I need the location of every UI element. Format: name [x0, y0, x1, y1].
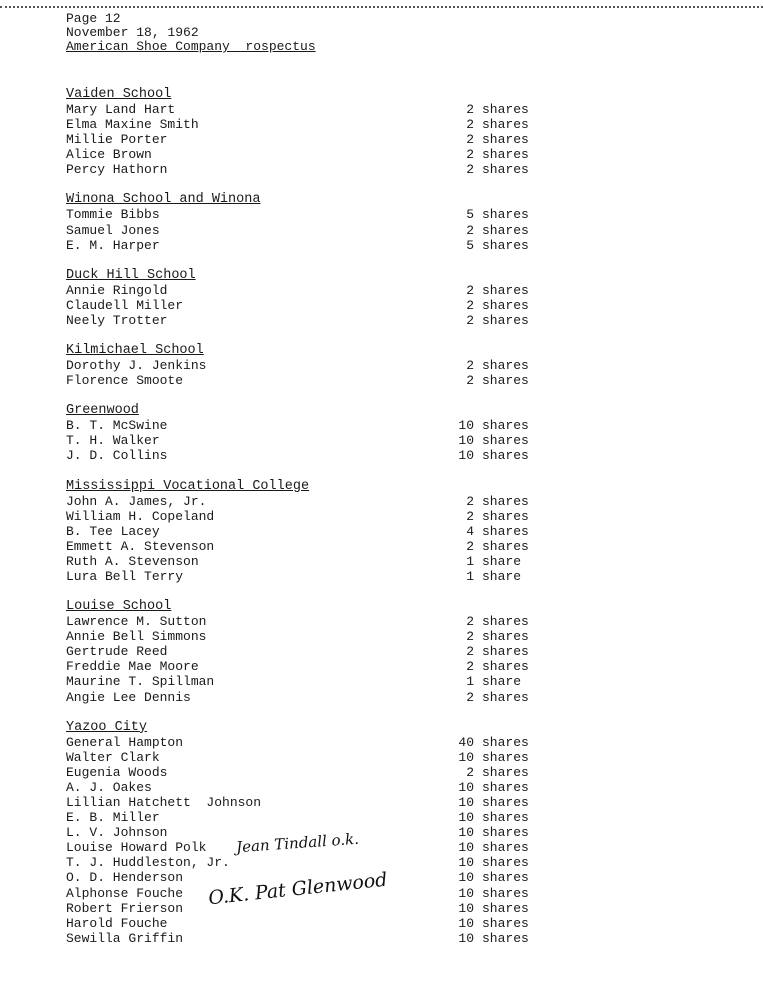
school-section — [66, 600, 536, 705]
share-count — [456, 223, 536, 238]
shareholder-name: Florence Smoote — [66, 373, 184, 389]
share-unit: shares — [482, 840, 529, 856]
share-number: 10 — [458, 930, 474, 946]
share-number: 2 — [466, 614, 474, 630]
shareholder-name: Maurine T. Spillman — [66, 674, 215, 690]
share-count — [456, 810, 536, 825]
share-number: 4 — [466, 523, 474, 539]
share-unit: shares — [482, 147, 529, 163]
shareholder-row — [66, 901, 536, 916]
share-count — [456, 870, 536, 885]
shareholder-name: General Hampton — [66, 734, 184, 750]
share-number: 2 — [466, 358, 474, 374]
handwritten-note: Jean Tindall o.k. — [235, 829, 360, 857]
top-perforated-border — [0, 0, 763, 8]
shareholder-name: T. J. Huddleston, Jr. — [66, 855, 230, 871]
shareholder-row — [66, 644, 536, 659]
shareholder-name: Gertrude Reed — [66, 644, 168, 660]
share-unit: shares — [482, 237, 529, 253]
share-unit: shares — [482, 779, 529, 795]
shareholder-name: Alice Brown — [66, 147, 152, 163]
shareholder-row — [66, 162, 536, 177]
section-heading: Louise School — [66, 599, 172, 615]
shareholder-row — [66, 750, 536, 765]
shareholder-name: Dorothy J. Jenkins — [66, 358, 207, 374]
shareholder-name: Alphonse Fouche — [66, 885, 184, 901]
share-unit: shares — [482, 689, 529, 705]
share-number: 1 — [466, 674, 474, 690]
section-heading: Winona School and Winona — [66, 192, 261, 208]
shareholder-row — [66, 494, 536, 509]
share-unit: shares — [482, 870, 529, 886]
share-unit: shares — [482, 855, 529, 871]
shareholder-row — [66, 358, 536, 373]
share-number: 10 — [458, 915, 474, 931]
shareholder-row — [66, 238, 536, 253]
share-number: 2 — [466, 373, 474, 389]
section-heading: Vaiden School — [66, 87, 172, 102]
share-number: 5 — [466, 237, 474, 253]
share-number: 2 — [466, 162, 474, 178]
share-count — [456, 509, 536, 524]
shareholder-row — [66, 931, 536, 946]
share-unit: shares — [482, 734, 529, 750]
share-unit: share — [482, 553, 522, 569]
share-unit: shares — [482, 915, 529, 931]
share-count — [456, 313, 536, 328]
shareholder-row — [66, 810, 536, 825]
shareholder-name: Louise Howard Polk — [66, 840, 207, 856]
shareholder-row — [66, 569, 536, 584]
share-number: 10 — [458, 779, 474, 795]
shareholder-row — [66, 509, 536, 524]
shareholder-row — [66, 373, 536, 388]
shareholder-name: J. D. Collins — [66, 448, 168, 464]
share-number: 2 — [466, 117, 474, 133]
share-unit: shares — [482, 433, 529, 449]
share-number: 2 — [466, 493, 474, 509]
shareholder-name: O. D. Henderson — [66, 870, 184, 886]
shareholder-list — [66, 88, 536, 962]
share-number: 2 — [466, 644, 474, 660]
share-unit: shares — [482, 614, 529, 630]
share-count — [456, 102, 536, 117]
share-count — [456, 298, 536, 313]
share-count — [456, 750, 536, 765]
shareholder-row — [66, 735, 536, 750]
share-unit: shares — [482, 764, 529, 780]
share-number: 2 — [466, 282, 474, 298]
share-count — [456, 524, 536, 539]
shareholder-name: Mary Land Hart — [66, 102, 176, 117]
shareholder-name: John A. James, Jr. — [66, 493, 207, 509]
share-count — [456, 735, 536, 750]
share-number: 10 — [458, 433, 474, 449]
share-unit: shares — [482, 117, 529, 133]
share-unit: shares — [482, 930, 529, 946]
shareholder-row — [66, 674, 536, 689]
share-number: 2 — [466, 147, 474, 163]
share-number: 2 — [466, 102, 474, 117]
section-heading: Kilmichael School — [66, 343, 204, 359]
share-number: 10 — [458, 870, 474, 886]
share-unit: shares — [482, 207, 529, 223]
share-count — [456, 162, 536, 177]
share-count — [456, 132, 536, 147]
shareholder-row — [66, 223, 536, 238]
share-count — [456, 494, 536, 509]
section-heading: Greenwood — [66, 403, 139, 419]
shareholder-name: Eugenia Woods — [66, 764, 168, 780]
share-unit: shares — [482, 297, 529, 313]
share-count — [456, 283, 536, 298]
share-count — [456, 901, 536, 916]
share-unit: shares — [482, 885, 529, 901]
share-count — [456, 780, 536, 795]
share-unit: shares — [482, 523, 529, 539]
shareholder-name: Lawrence M. Sutton — [66, 614, 207, 630]
share-unit: shares — [482, 749, 529, 765]
share-unit: shares — [482, 659, 529, 675]
shareholder-name: Lillian Hatchett Johnson — [66, 795, 262, 810]
share-number: 2 — [466, 132, 474, 148]
share-count — [456, 418, 536, 433]
share-count — [456, 373, 536, 388]
shareholder-row — [66, 283, 536, 298]
shareholder-row — [66, 855, 536, 870]
share-count — [456, 825, 536, 840]
share-unit: shares — [482, 508, 529, 524]
document-date: November 18, 1962 — [66, 25, 199, 40]
share-count — [456, 931, 536, 946]
shareholder-name: Tommie Bibbs — [66, 207, 160, 223]
school-section — [66, 404, 536, 463]
share-count — [456, 238, 536, 253]
share-unit: shares — [482, 538, 529, 554]
share-count — [456, 795, 536, 810]
share-unit: share — [482, 568, 522, 584]
shareholder-row — [66, 765, 536, 780]
shareholder-row — [66, 448, 536, 463]
shareholder-row — [66, 795, 536, 810]
share-unit: shares — [482, 418, 529, 434]
shareholder-name: Angie Lee Dennis — [66, 689, 191, 705]
shareholder-row — [66, 102, 536, 117]
shareholder-name: E. B. Miller — [66, 810, 160, 826]
share-count — [456, 614, 536, 629]
share-unit: shares — [482, 644, 529, 660]
shareholder-row — [66, 524, 536, 539]
share-number: 2 — [466, 689, 474, 705]
share-number: 10 — [458, 448, 474, 464]
share-unit: shares — [482, 222, 529, 238]
share-unit: shares — [482, 132, 529, 148]
shareholder-name: Freddie Mae Moore — [66, 659, 199, 675]
share-unit: shares — [482, 900, 529, 916]
shareholder-name: Claudell Miller — [66, 297, 184, 313]
share-number: 10 — [458, 810, 474, 826]
share-count — [456, 207, 536, 222]
share-number: 2 — [466, 764, 474, 780]
page-number: Page 12 — [66, 11, 121, 26]
share-count — [456, 117, 536, 132]
shareholder-row — [66, 659, 536, 674]
shareholder-name: L. V. Johnson — [66, 825, 168, 841]
document-title: American Shoe Company rospectus — [66, 39, 316, 54]
school-section — [66, 344, 536, 388]
shareholder-name: A. J. Oakes — [66, 779, 152, 795]
share-count — [456, 539, 536, 554]
share-count — [456, 644, 536, 659]
share-unit: shares — [482, 358, 529, 374]
shareholder-name: E. M. Harper — [66, 237, 160, 253]
shareholder-row — [66, 298, 536, 313]
share-unit: shares — [482, 312, 529, 328]
share-unit: share — [482, 674, 522, 690]
share-count — [456, 629, 536, 644]
share-count — [456, 674, 536, 689]
share-unit: shares — [482, 373, 529, 389]
share-unit: shares — [482, 448, 529, 464]
share-number: 10 — [458, 885, 474, 901]
share-count — [456, 554, 536, 569]
share-number: 1 — [466, 568, 474, 584]
shareholder-row — [66, 418, 536, 433]
share-number: 2 — [466, 222, 474, 238]
handwritten-note: O.K. Pat Glenwood — [207, 868, 389, 910]
shareholder-row — [66, 614, 536, 629]
share-number: 10 — [458, 418, 474, 434]
shareholder-name: Millie Porter — [66, 132, 168, 148]
share-count — [456, 358, 536, 373]
share-unit: shares — [482, 629, 529, 645]
share-unit: shares — [482, 282, 529, 298]
share-count — [456, 147, 536, 162]
shareholder-name: Robert Frierson — [66, 900, 184, 916]
share-unit: shares — [482, 795, 529, 810]
shareholder-name: Elma Maxine Smith — [66, 117, 199, 133]
share-count — [456, 886, 536, 901]
share-number: 10 — [458, 900, 474, 916]
shareholder-row — [66, 916, 536, 931]
share-number: 2 — [466, 538, 474, 554]
school-section — [66, 269, 536, 328]
share-unit: shares — [482, 493, 529, 509]
share-number: 5 — [466, 207, 474, 223]
shareholder-name: T. H. Walker — [66, 433, 160, 449]
share-count — [456, 433, 536, 448]
share-number: 10 — [458, 825, 474, 841]
share-number: 2 — [466, 297, 474, 313]
shareholder-row — [66, 433, 536, 448]
shareholder-name: Harold Fouche — [66, 915, 168, 931]
share-count — [456, 659, 536, 674]
shareholder-name: Percy Hathorn — [66, 162, 168, 178]
school-section — [66, 193, 536, 252]
share-number: 10 — [458, 840, 474, 856]
share-number: 10 — [458, 855, 474, 871]
share-number: 2 — [466, 312, 474, 328]
section-heading: Mississippi Vocational College — [66, 478, 310, 494]
shareholder-name: B. T. McSwine — [66, 418, 168, 434]
share-count — [456, 765, 536, 780]
shareholder-name: Emmett A. Stevenson — [66, 538, 215, 554]
share-count — [456, 569, 536, 584]
share-count — [456, 690, 536, 705]
shareholder-row — [66, 132, 536, 147]
page-header — [66, 12, 316, 54]
shareholder-row — [66, 629, 536, 644]
shareholder-row — [66, 554, 536, 569]
shareholder-name: William H. Copeland — [66, 508, 215, 524]
share-unit: shares — [482, 810, 529, 826]
share-number: 40 — [458, 734, 474, 750]
shareholder-row — [66, 313, 536, 328]
shareholder-name: Annie Ringold — [66, 282, 168, 298]
share-unit: shares — [482, 825, 529, 841]
shareholder-name: B. Tee Lacey — [66, 523, 160, 539]
shareholder-name: Walter Clark — [66, 749, 160, 765]
section-heading: Duck Hill School — [66, 267, 196, 283]
share-count — [456, 840, 536, 855]
share-count — [456, 855, 536, 870]
shareholder-row — [66, 690, 536, 705]
shareholder-row — [66, 117, 536, 132]
share-count — [456, 448, 536, 463]
school-section — [66, 480, 536, 585]
share-number: 2 — [466, 508, 474, 524]
shareholder-name: Neely Trotter — [66, 312, 168, 328]
shareholder-name: Sewilla Griffin — [66, 930, 184, 946]
share-count — [456, 916, 536, 931]
share-number: 2 — [466, 659, 474, 675]
shareholder-row — [66, 207, 536, 222]
share-number: 10 — [458, 795, 474, 810]
shareholder-row — [66, 147, 536, 162]
shareholder-name: Lura Bell Terry — [66, 568, 184, 584]
section-heading: Yazoo City — [66, 719, 148, 735]
share-number: 10 — [458, 749, 474, 765]
shareholder-row — [66, 780, 536, 795]
share-unit: shares — [482, 162, 529, 178]
shareholder-name: Ruth A. Stevenson — [66, 553, 199, 569]
school-section — [66, 88, 536, 177]
share-number: 2 — [466, 629, 474, 645]
share-unit: shares — [482, 102, 529, 117]
shareholder-name: Annie Bell Simmons — [66, 629, 207, 645]
share-number: 1 — [466, 553, 474, 569]
shareholder-row — [66, 539, 536, 554]
shareholder-name: Samuel Jones — [66, 222, 160, 238]
